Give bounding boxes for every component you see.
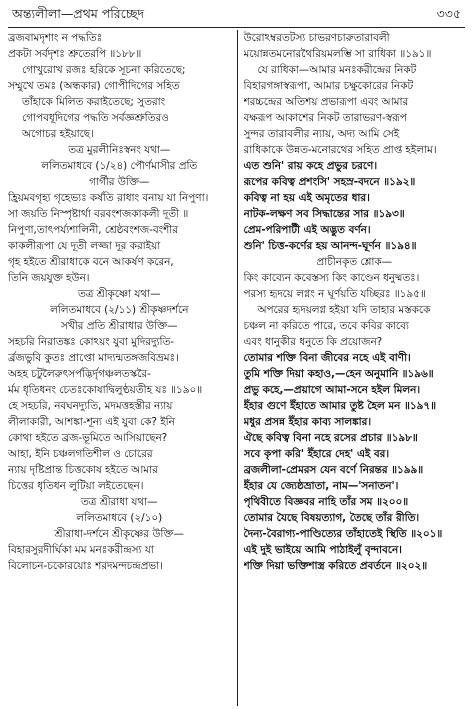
running-title: অন্ত্যলীলা—প্রথম পরিচ্ছেদ [12, 6, 145, 21]
text-line: ললিতমাধবে (১/২৪) পৌর্ণমাসীর প্রতি [41, 160, 198, 172]
text-line: দৈন্য-বৈরাগ্য-পাণ্ডিত্যের তাঁহাতেই স্থিতি ॥২০১॥ [243, 528, 443, 540]
text-line: ঐছে কবিত্ব বিনা নহে রসের প্রচার ॥১৯৮॥ [243, 432, 418, 444]
text-line: তত্র শ্রীকৃষ্ণো যথা— [78, 288, 161, 300]
text-line: ব্রজলীলা-প্রেমরস যেন বর্ণে নিরন্তর ॥১৯৯॥ [243, 464, 424, 476]
text-line: সখীর প্রতি শ্রীরাধার উক্তি— [61, 320, 178, 332]
text-line: তুমি শক্তি দিয়া কহাও,—হেন অনুমানি ॥১৯৬॥ [243, 368, 434, 380]
text-line: রাধিকাকে উন্নত-মনোরথের সহিত প্রাপ্ত হইলাম। [243, 144, 437, 156]
text-line: শক্তি দিয়া ভক্তিশাস্ত্র করিতে প্রবর্তনে ॥২০২॥ [243, 560, 428, 572]
text-line: ললিতমাধবে (২/১০) [76, 512, 163, 524]
header-rule [8, 27, 465, 28]
text-line: রূপের কবিত্ব প্রশংসি' সহস্র-বদনে ॥১৯২॥ [243, 176, 416, 188]
text-line: এবং ধানুকীর ধনুতে কি প্রয়োজন? [243, 336, 383, 348]
text-line: নিপুণা,তাৎপর্য্যশালিনী, শ্রেষ্ঠবংশজ-বংশীর [8, 224, 178, 236]
text-line: র্ব্রজভুবি কুতঃ প্রাপ্তো মাদ্যন্মতঙ্গজবিভ্রমঃ। [8, 352, 179, 364]
text-line: উরোঽম্বরতটস্য চাভরণচারুতারাবলী [243, 32, 390, 44]
text-line: র্মম ধৃতিধনং চেতঃকোষাদ্বিলুণ্ঠয়তীহ যঃ ॥১৯০॥ [8, 384, 203, 396]
text-line: ইঁহার যে জ্যেষ্ঠভ্রাতা, নাম—'সনাতন'। [243, 480, 399, 492]
text-line: তোমার শক্তি বিনা জীবের নহে এই বাণী। [243, 352, 411, 364]
text-line: হে সহচরি, নবঘনদ্যুতি, মদমত্তহস্তীর ন্যায় [8, 400, 173, 412]
text-line: বিলোচন-চকোরয়োঃ শরদমন্দচন্দ্রপ্রভা। [8, 560, 163, 572]
text-line: গোখুরোখ রজঃ হরিকে সূচনা করিতেছে; [22, 64, 186, 76]
text-line: প্রাচীনকৃত শ্লোক— [316, 256, 393, 268]
text-line: কবিত্ব না হয় এই অমৃতের ধার। [243, 192, 370, 204]
page-header [8, 6, 465, 24]
text-line: প্রভু কহে,—প্রয়াগে আমা-সনে হইল মিলন। [243, 384, 421, 396]
text-line: ব্রজবামদৃশাং ন পদ্ধতিঃ [8, 32, 103, 44]
text-line: চিত্তের ধৃতিধন লুটিয়া লইতেছেন। [8, 480, 144, 492]
text-line: প্রকটা সর্বদৃশঃ শ্রুতেরপি ॥১৮৮॥ [8, 48, 142, 60]
text-line: গোপবধূদিগের পদ্ধতি সর্বজ্ঞশ্রুতিরও [22, 112, 169, 124]
text-line: অহহ চটুলৈরুৎসর্পদ্ভির্দৃগঞ্চলতস্করৈ- [8, 368, 151, 380]
text-line: সা জয়তি নিস্পৃষ্টার্থা বরবংশজকাকলী দূতী ॥ [8, 208, 189, 220]
text-line: এই দুই ভাইয়ে আমি পাঠাইলুঁ বৃন্দাবনে। [243, 544, 402, 556]
text-line: তোমার যৈছে বিষয়ত্যাগ, তৈছে তাঁর রীতি। [243, 512, 420, 524]
text-line: বক্ষরূপ আকাশের নিকট তারাভরণ-স্বরূপ [243, 112, 407, 124]
text-line: বিহারগঙ্গাস্বরূপা, আমার চক্ষুকোরের নিকট [243, 80, 414, 92]
text-line: এত শুনি' রায় কহে প্রভুর চরণে। [243, 160, 378, 172]
text-line: সহচরি নিরাতঙ্কঃ কোঽয়ং যুবা মুদিরদ্যুতি- [8, 336, 174, 348]
text-line: কোথা হইতে ব্রজ-ভূমিতে আসিয়াছেন? [8, 432, 168, 444]
text-line: ময়োন্নতমনোরথৈরিয়মলম্ভি সা রাধিকা ॥১৯১॥ [243, 48, 432, 60]
page-number: ৩৩৫ [436, 6, 461, 21]
right-column [237, 30, 466, 706]
text-line: পরস্য হৃদয়ে লগ্নং ন ঘূর্ণয়তি যচ্ছিরঃ ॥১৯৫॥ [243, 288, 426, 300]
text-line: ললিতমাধবে (২/১১) শ্রীকৃষ্ণদর্শনে [50, 304, 189, 316]
text-line: শ্রীরাধা-দর্শনে শ্রীকৃষ্ণের উক্তি— [54, 528, 184, 540]
text-line: লীলাকারী, আশঙ্কা-শূন্য এই যুবা কে? ইনি [8, 416, 175, 428]
text-line: তিনি জয়যুক্ত হউন। [8, 272, 90, 284]
text-line: তত্র মুরলীনিঃস্বনং যথা— [68, 144, 171, 156]
text-line: ইঁহার গুণে ইঁহাতে আমার তুষ্ট হৈল মন ॥১৯৭॥ [243, 400, 436, 412]
text-line: নাটক-লক্ষণ সব সিদ্ধান্তের সার ॥১৯৩॥ [243, 208, 405, 220]
text-line: সম্মুখে তমঃ (অন্ধকার) গোপীদিগের সহিত [8, 80, 180, 92]
text-line: সবে কৃপা করি' ইঁহারে দেহ' এই বর। [243, 448, 390, 460]
text-line: বিহারসুরদীর্ঘিকা মম মনঃকরীন্দ্রস্য যা [8, 544, 154, 556]
text-line: চঞ্চল না করিতে পারে, তবে কবির কাব্যে [243, 320, 409, 332]
text-line: ন্যায় দৃষ্টিপ্রান্ত চিত্তকোষ হইতে আমার [8, 464, 158, 476]
text-line: গার্গীর উক্তি— [89, 176, 150, 188]
text-line: তত্র শ্রীরাধা যথা— [80, 496, 158, 508]
text-line: গৃহ হইতে শ্রীরাধাকে বনে আকর্ষণ করেন, [8, 256, 174, 268]
text-line: শরচ্চন্দ্রের অতিশয় প্রভারূপা এবং আমার [243, 96, 409, 108]
text-line: পৃথিবীতে বিজ্ঞবর নাহি তাঁর সম ॥২০০॥ [243, 496, 409, 508]
text-line: আহা, ইনি চঞ্চলগতিশীল ও চোরের [8, 448, 153, 460]
text-columns [8, 30, 465, 706]
left-column [8, 30, 237, 706]
text-line: কিং কাব্যেন কবেস্তস্য কিং কাণ্ডেন ধনুষ্মতঃ। [243, 272, 420, 284]
text-line: কাকলীরূপা যে দূতী লজ্জা দূর করাইয়া [8, 240, 161, 252]
text-line: সুন্দর তারাবলীর ন্যায়, অদ্য আমি সেই [243, 128, 400, 140]
text-line: অগোচর হইয়াছে। [22, 128, 94, 140]
text-line: শুনি' চিত্ত-কর্ণের হয় আনন্দ-ঘূর্ণন ॥১৯৪॥ [243, 240, 417, 252]
text-line: হ্রিয়মবগৃহ্য গৃহেভ্যঃ কর্ষতি রাধাং বনায় যা নিপুণা। [8, 192, 209, 204]
text-line: যে রাধিকা—আমার মনঃকরীন্দ্রের নিকট [257, 64, 417, 76]
text-line: অপরের হৃদয়লগ্ন হইয়া যদি তাহার মস্তককে [257, 304, 431, 316]
text-line: তাঁহাকে মিলিত করাইতেছে; সুতরাং [22, 96, 166, 108]
text-line: প্রেম-পরিপাটী এই অদ্ভুত বর্ণন। [243, 224, 371, 236]
text-line: মধুর প্রসন্ন ইঁহার কাব্য সালঙ্কার। [243, 416, 372, 428]
